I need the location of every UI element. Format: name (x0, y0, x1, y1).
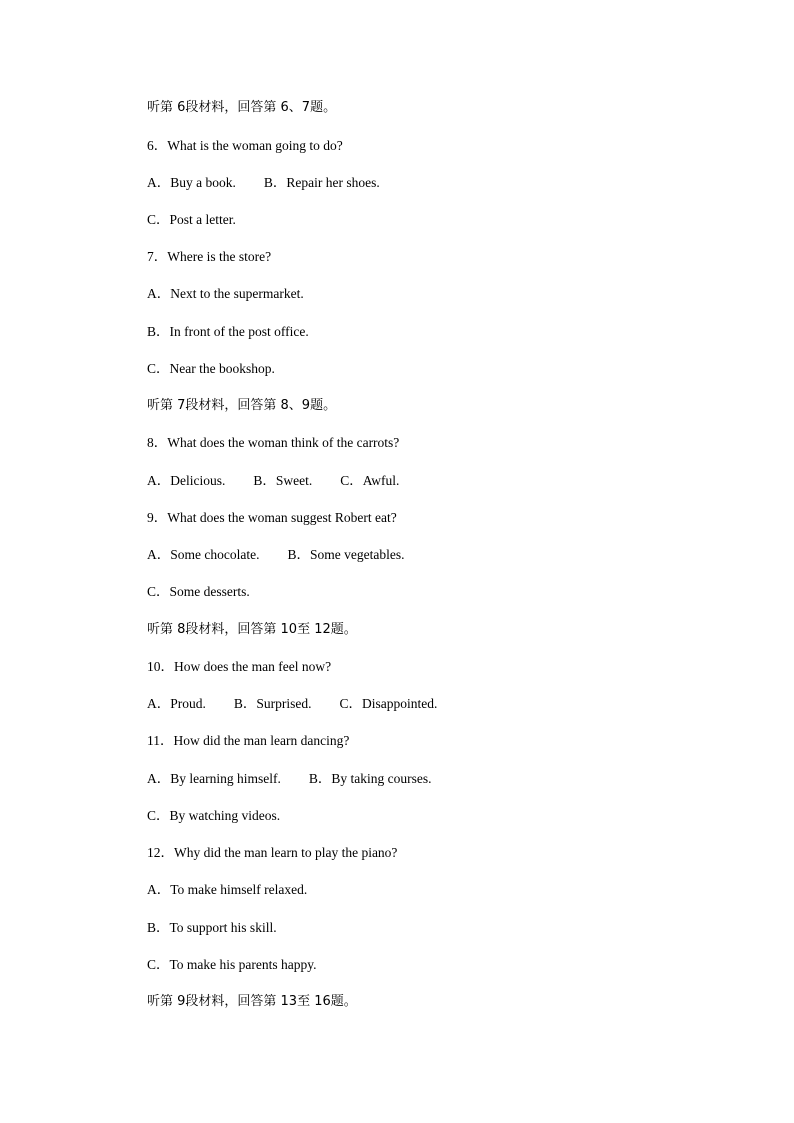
question-10-stem: 10．How does the man feel now? (147, 659, 332, 674)
section-heading-8: 听第 8段材料，回答第 10至 12题。 (147, 622, 357, 637)
section-heading-9: 听第 9段材料，回答第 13至 16题。 (147, 994, 357, 1009)
question-6-option-b: B．Repair her shoes. (263, 175, 380, 190)
question-8-option-c: C．Awful. (340, 473, 400, 488)
question-8-option-a: A．Delicious. (147, 473, 226, 488)
question-7-option-c: C．Near the bookshop. (147, 361, 275, 376)
question-6-option-c: C．Post a letter. (147, 212, 236, 227)
question-10-option-a: A．Proud. (147, 696, 206, 711)
question-8-option-b: B．Sweet. (253, 473, 313, 488)
question-7-option-a: A．Next to the supermarket. (147, 286, 304, 301)
question-12-option-b: B．To support his skill. (147, 920, 277, 935)
question-10-options (147, 695, 437, 713)
question-12-option-a: A．To make himself relaxed. (147, 882, 308, 897)
question-9-option-a: A．Some chocolate. (147, 547, 260, 562)
question-6-option-a: A．Buy a book. (147, 175, 236, 190)
question-11-option-c: C．By watching videos. (147, 808, 281, 823)
question-12-stem: 12．Why did the man learn to play the piano? (147, 845, 398, 860)
question-6-stem: 6．What is the woman going to do? (147, 138, 343, 153)
question-10-option-b: B．Surprised. (233, 696, 312, 711)
question-9-options-ab (147, 546, 404, 564)
question-10-option-c: C．Disappointed. (339, 696, 438, 711)
question-11-options-ab (147, 770, 431, 788)
question-9-option-b: B．Some vegetables. (287, 547, 405, 562)
question-11-option-b: B．By taking courses. (308, 771, 432, 786)
section-heading-7: 听第 7段材料，回答第 8、9题。 (147, 398, 337, 413)
question-9-option-c: C．Some desserts. (147, 584, 250, 599)
question-6-options-ab (147, 174, 380, 192)
question-12-option-c: C．To make his parents happy. (147, 957, 317, 972)
question-7-stem: 7．Where is the store? (147, 249, 272, 264)
question-8-stem: 8．What does the woman think of the carrots? (147, 435, 400, 450)
question-11-option-a: A．By learning himself. (147, 771, 281, 786)
question-8-options (147, 472, 399, 490)
question-7-option-b: B．In front of the post office. (147, 324, 309, 339)
question-9-stem: 9．What does the woman suggest Robert eat? (147, 510, 397, 525)
question-11-stem: 11．How did the man learn dancing? (147, 733, 350, 748)
section-heading-6: 听第 6段材料，回答第 6、7题。 (147, 100, 337, 115)
